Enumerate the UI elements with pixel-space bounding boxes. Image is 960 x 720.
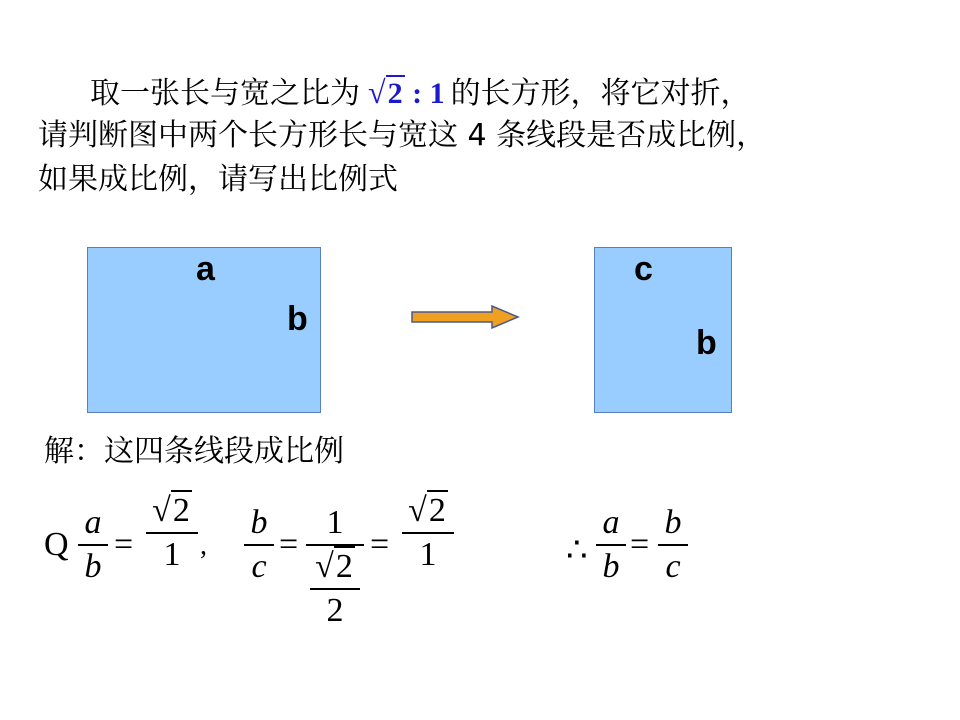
equals-sign: = (370, 526, 390, 563)
ratio-expression: √2 : 1 (368, 74, 445, 110)
fraction-b-over-c (658, 504, 688, 586)
f2-rhs-den: 1 (419, 536, 437, 573)
ratio-separator: : (404, 77, 430, 110)
f2-mid-num: 1 (326, 504, 344, 541)
fraction-a-over-b (596, 504, 626, 586)
problem-text (38, 70, 938, 202)
label-b-small: b (696, 324, 717, 362)
f1-num: a (84, 504, 102, 541)
f2-mid-den-radicand: 2 (335, 548, 353, 585)
label-a: a (196, 250, 215, 288)
f3-lhs-num: a (602, 504, 620, 541)
fraction-sqrt2-over-1: √2 1 (402, 492, 454, 574)
label-c: c (634, 250, 653, 288)
comma: , (200, 530, 207, 561)
problem-line-1-before: 取一张长与宽之比为 (90, 76, 360, 111)
f1-rhs-radicand: 2 (172, 492, 190, 529)
equals-sign: = (114, 526, 134, 563)
problem-line-2: 请判断图中两个长方形长与宽这 4 条线段是否成比例， (38, 118, 767, 153)
f3-rhs-num: b (664, 504, 682, 541)
f2-rhs-radicand: 2 (428, 492, 446, 529)
f2-den: c (251, 548, 267, 585)
label-b-big: b (287, 300, 308, 338)
equals-sign: = (279, 526, 299, 563)
f1-rhs-den: 1 (163, 536, 181, 573)
fold-arrow-icon (410, 304, 522, 330)
f2-mid-den-den: 2 (326, 592, 344, 629)
fraction-b-over-c (244, 504, 274, 586)
problem-line-1-after: 的长方形，将它对折， (450, 76, 751, 111)
f3-rhs-den: c (665, 548, 681, 585)
problem-line-3: 如果成比例，请写出比例式 (38, 162, 398, 197)
f2-num: b (250, 504, 268, 541)
equals-sign: = (630, 526, 650, 563)
complex-fraction: 1 √2 2 (306, 504, 364, 630)
f3-lhs-den: b (602, 548, 620, 585)
answer-heading: 解：这四条线段成比例 (44, 434, 344, 469)
because-symbol: Q (44, 526, 69, 563)
fraction-a-over-b (78, 504, 108, 586)
ratio-right: 1 (429, 77, 445, 110)
therefore-symbol: ∴ (566, 532, 588, 569)
ratio-radicand: 2 (387, 77, 403, 110)
f1-den: b (84, 548, 102, 585)
problem-line-1 (38, 70, 938, 114)
fraction-sqrt2-over-1: √2 1 (146, 492, 198, 574)
